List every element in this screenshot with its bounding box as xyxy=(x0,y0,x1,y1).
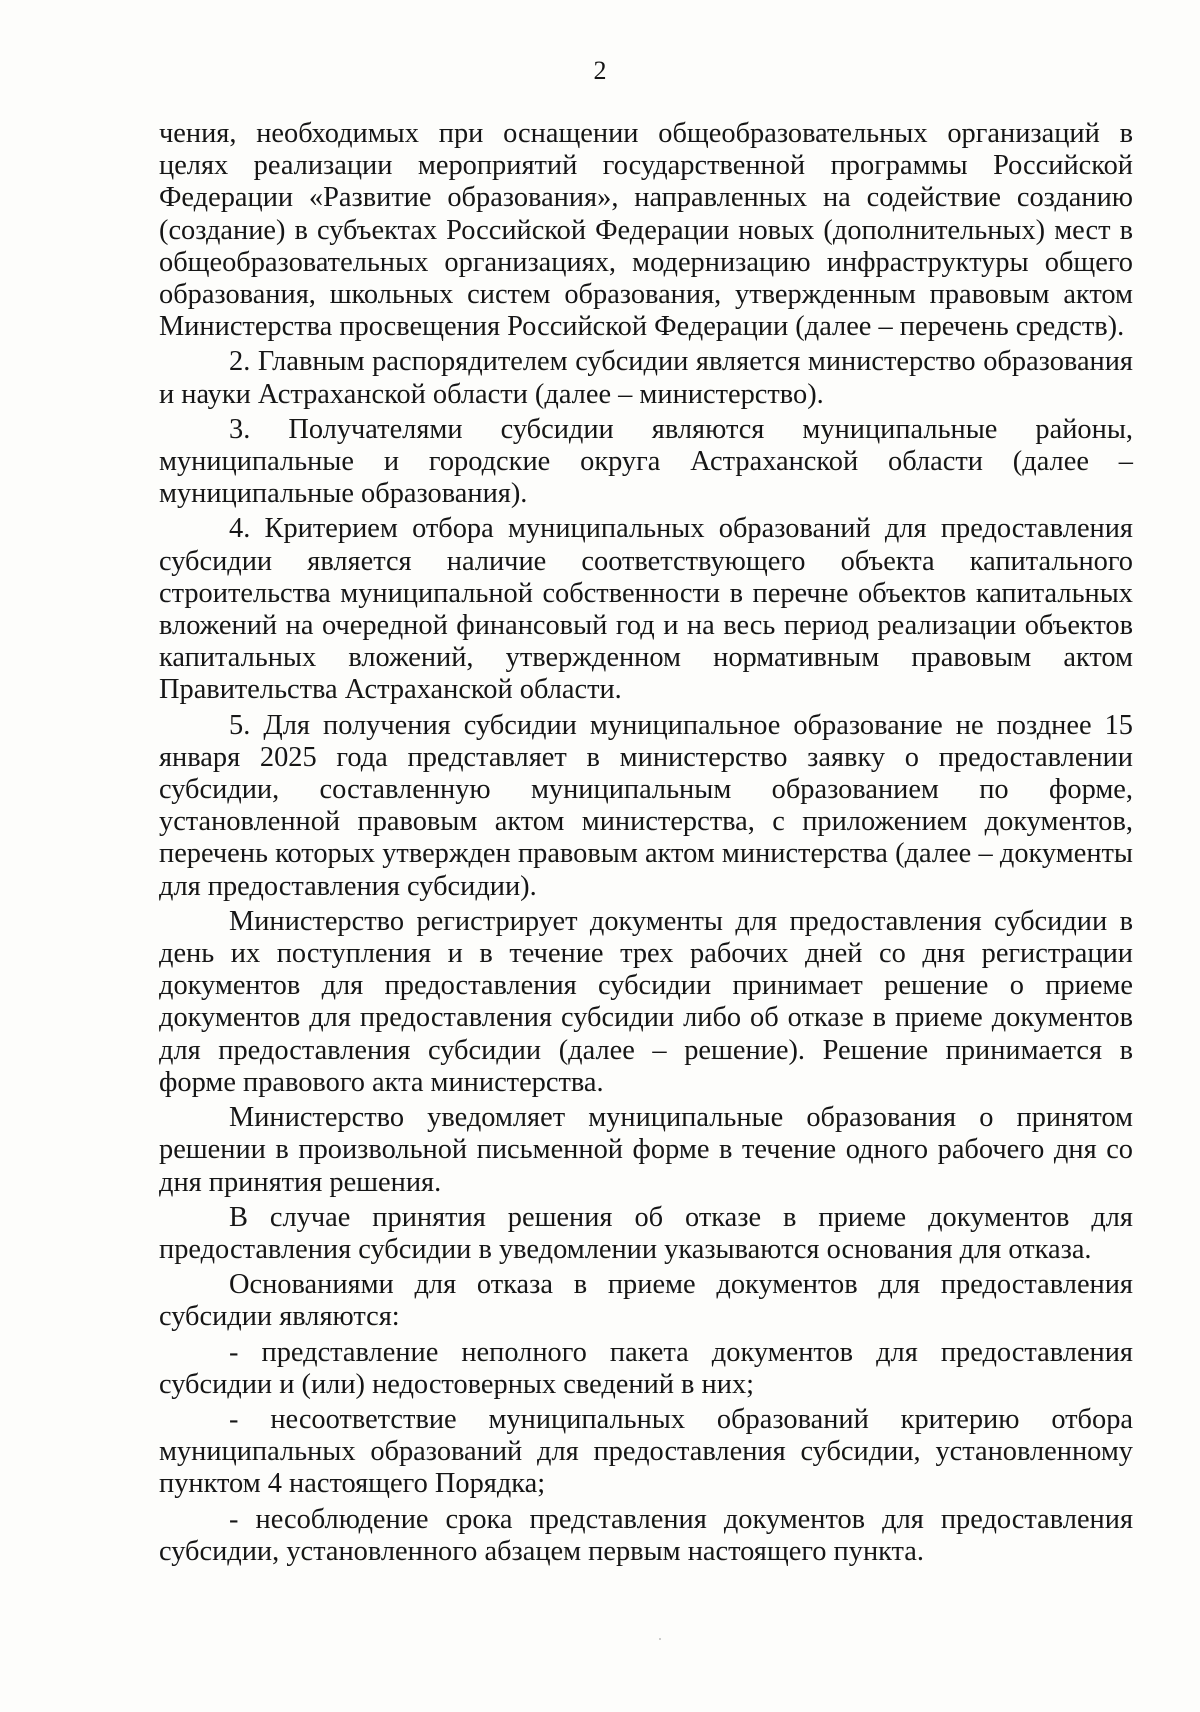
paragraph-refusal-grounds: Основаниями для отказа в приеме документов для предоставления субсидии являются: xyxy=(159,1269,1133,1333)
document-body xyxy=(159,118,1133,1568)
paragraph-refusal: В случае принятия решения об отказе в приеме документов для предоставления субсидии в уведомлении указываются основания для отказа. xyxy=(159,1201,1133,1265)
paragraph-registration: Министерство регистрирует документы для предоставления субсидии в день их поступления и в течение трех рабочих дней со дня регистрации документов для предоставления субсидии принимает решение о приеме документов для предоставления субсидии либо об отказе в приеме документов для предоставления субсидии (далее – решение). Решение принимается в форме правового акта министерства. xyxy=(159,905,1133,1098)
page-number: 2 xyxy=(593,56,607,85)
paragraph-item-2: 2. Главным распорядителем субсидии является министерство образования и науки Астраханской области (далее – министерство). xyxy=(159,346,1133,410)
paragraph-continuation: чения, необходимых при оснащении общеобразовательных организаций в целях реализации мероприятий государственной программы Российской Федерации «Развитие образования», направленных на содействие созданию (создание) в субъектах Российской Федерации новых (дополнительных) мест в общеобразовательных организациях, модернизацию инфраструктуры общего образования, школьных систем образования, утвержденным правовым актом Министерства просвещения Российской Федерации (далее – перечень средств). xyxy=(159,118,1133,343)
paragraph-item-4: 4. Критерием отбора муниципальных образований для предоставления субсидии является наличие соответствующего объекта капитального строительства муниципальной собственности в перечне объектов капитальных вложений на очередной финансовый год и на весь период реализации объектов капитальных вложений, утвержденном нормативным правовым актом Правительства Астраханской области. xyxy=(159,513,1133,706)
list-item-deadline-missed: - несоблюдение срока представления документов для предоставления субсидии, установленного абзацем первым настоящего пункта. xyxy=(159,1503,1133,1567)
scan-speck xyxy=(659,1638,661,1640)
paragraph-item-3: 3. Получателями субсидии являются муниципальные районы, муниципальные и городские округа Астраханской области (далее – муниципальные образования). xyxy=(159,413,1133,510)
list-item-criteria-mismatch: - несоответствие муниципальных образований критерию отбора муниципальных образований для предоставления субсидии, установленному пунктом 4 настоящего Порядка; xyxy=(159,1403,1133,1500)
paragraph-item-5: 5. Для получения субсидии муниципальное образование не позднее 15 января 2025 года представляет в министерство заявку о предоставлении субсидии, составленную муниципальным образованием по форме, установленной правовым актом министерства, с приложением документов, перечень которых утвержден правовым актом министерства (далее – документы для предоставления субсидии). xyxy=(159,709,1133,902)
paragraph-notification: Министерство уведомляет муниципальные образования о принятом решении в произвольной письменной форме в течение одного рабочего дня со дня принятия решения. xyxy=(159,1102,1133,1198)
list-item-incomplete-documents: - представление неполного пакета документов для предоставления субсидии и (или) недостоверных сведений в них; xyxy=(159,1336,1133,1400)
